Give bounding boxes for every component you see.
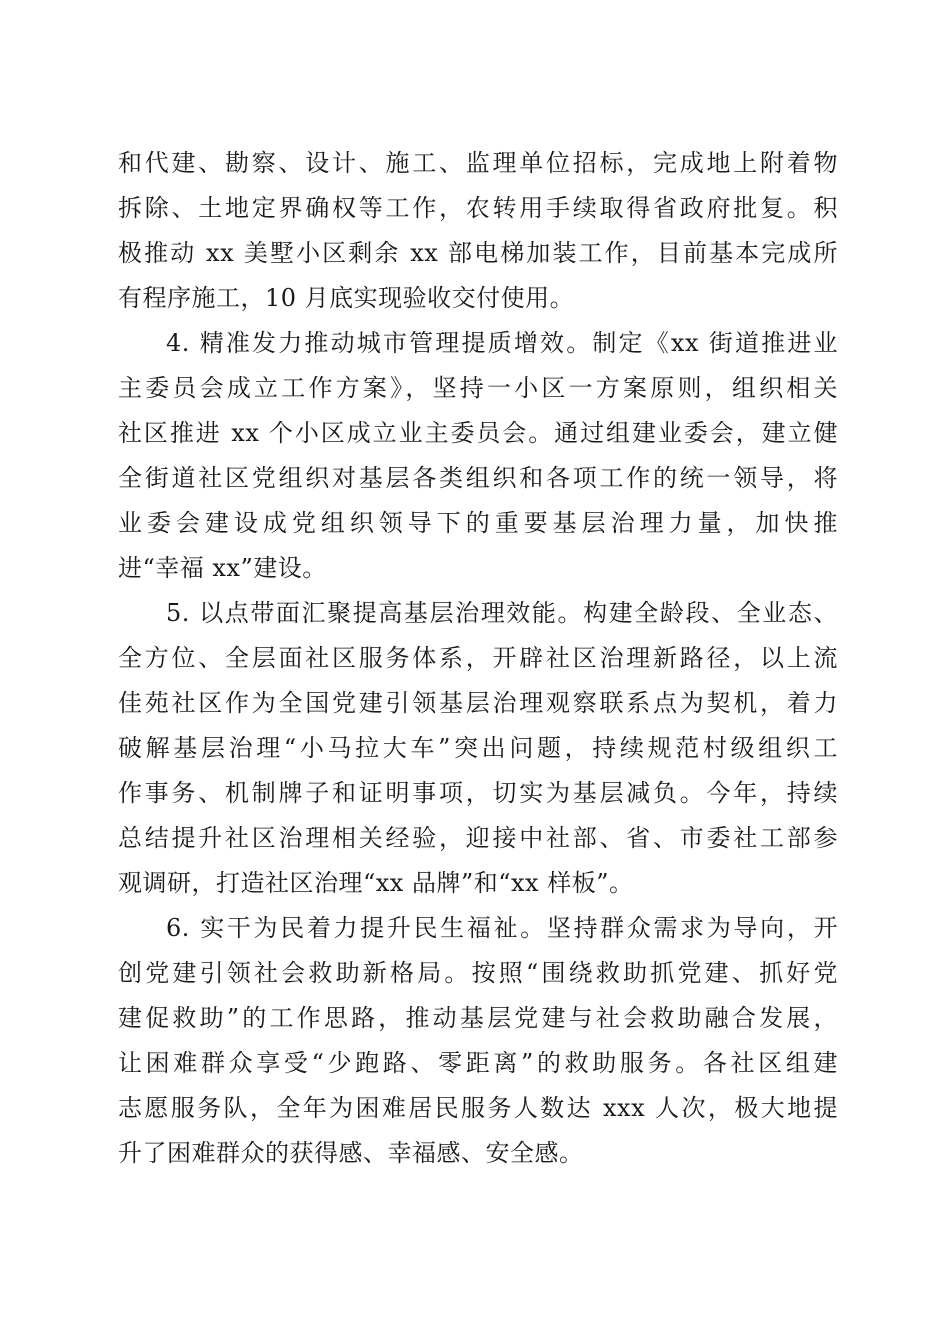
text-line: 全方位、全层面社区服务体系，开辟社区治理新路径，以上流: [118, 644, 838, 672]
text-line: 社区推进 xx 个小区成立业主委员会。通过组建业委会，建立健: [118, 419, 838, 447]
paragraph-3: [118, 591, 838, 906]
text-line: 作事务、机制牌子和证明事项，切实为基层减负。今年，持续: [118, 779, 838, 807]
text-line: 建促救助”的工作思路，推动基层党建与社会救助融合发展，: [118, 1004, 838, 1032]
text-line: 极推动 xx 美墅小区剩余 xx 部电梯加装工作，目前基本完成所: [118, 239, 838, 267]
text-line: 6. 实干为民着力提升民生福祉。坚持群众需求为导向，开: [166, 914, 838, 942]
text-line: 升了困难群众的获得感、幸福感、安全感。: [118, 1139, 584, 1167]
text-line: 全街道社区党组织对基层各类组织和各项工作的统一领导，将: [118, 464, 838, 492]
text-line: 破解基层治理“小马拉大车”突出问题，持续规范村级组织工: [118, 734, 838, 762]
text-line: 业委会建设成党组织领导下的重要基层治理力量，加快推: [118, 509, 838, 537]
paragraph-2: [118, 321, 838, 591]
text-line: 观调研，打造社区治理“xx 品牌”和“xx 样板”。: [118, 869, 634, 897]
text-line: 和代建、勘察、设计、施工、监理单位招标，完成地上附着物: [118, 149, 838, 177]
text-line: 志愿服务队，全年为困难居民服务人数达 xxx 人次，极大地提: [118, 1094, 838, 1122]
text-line: 总结提升社区治理相关经验，迎接中社部、省、市委社工部参: [118, 824, 838, 852]
text-line: 5. 以点带面汇聚提高基层治理效能。构建全龄段、全业态、: [166, 599, 838, 627]
text-line: 有程序施工，10 月底实现验收交付使用。: [118, 284, 575, 312]
text-line: 佳苑社区作为全国党建引领基层治理观察联系点为契机，着力: [118, 689, 838, 717]
paragraph-4: [118, 906, 838, 1176]
text-line: 主委员会成立工作方案》，坚持一小区一方案原则，组织相关: [118, 374, 838, 402]
text-line: 创党建引领社会救助新格局。按照“围绕救助抓党建、抓好党: [118, 959, 838, 987]
text-line: 让困难群众享受“少跑路、零距离”的救助服务。各社区组建: [118, 1049, 838, 1077]
paragraph-1: [118, 141, 838, 321]
document-body: [118, 141, 838, 1176]
text-line: 拆除、土地定界确权等工作，农转用手续取得省政府批复。积: [118, 194, 838, 222]
text-line: 4. 精准发力推动城市管理提质增效。制定《xx 街道推进业: [166, 329, 838, 357]
text-line: 进“幸福 xx”建设。: [118, 554, 327, 582]
